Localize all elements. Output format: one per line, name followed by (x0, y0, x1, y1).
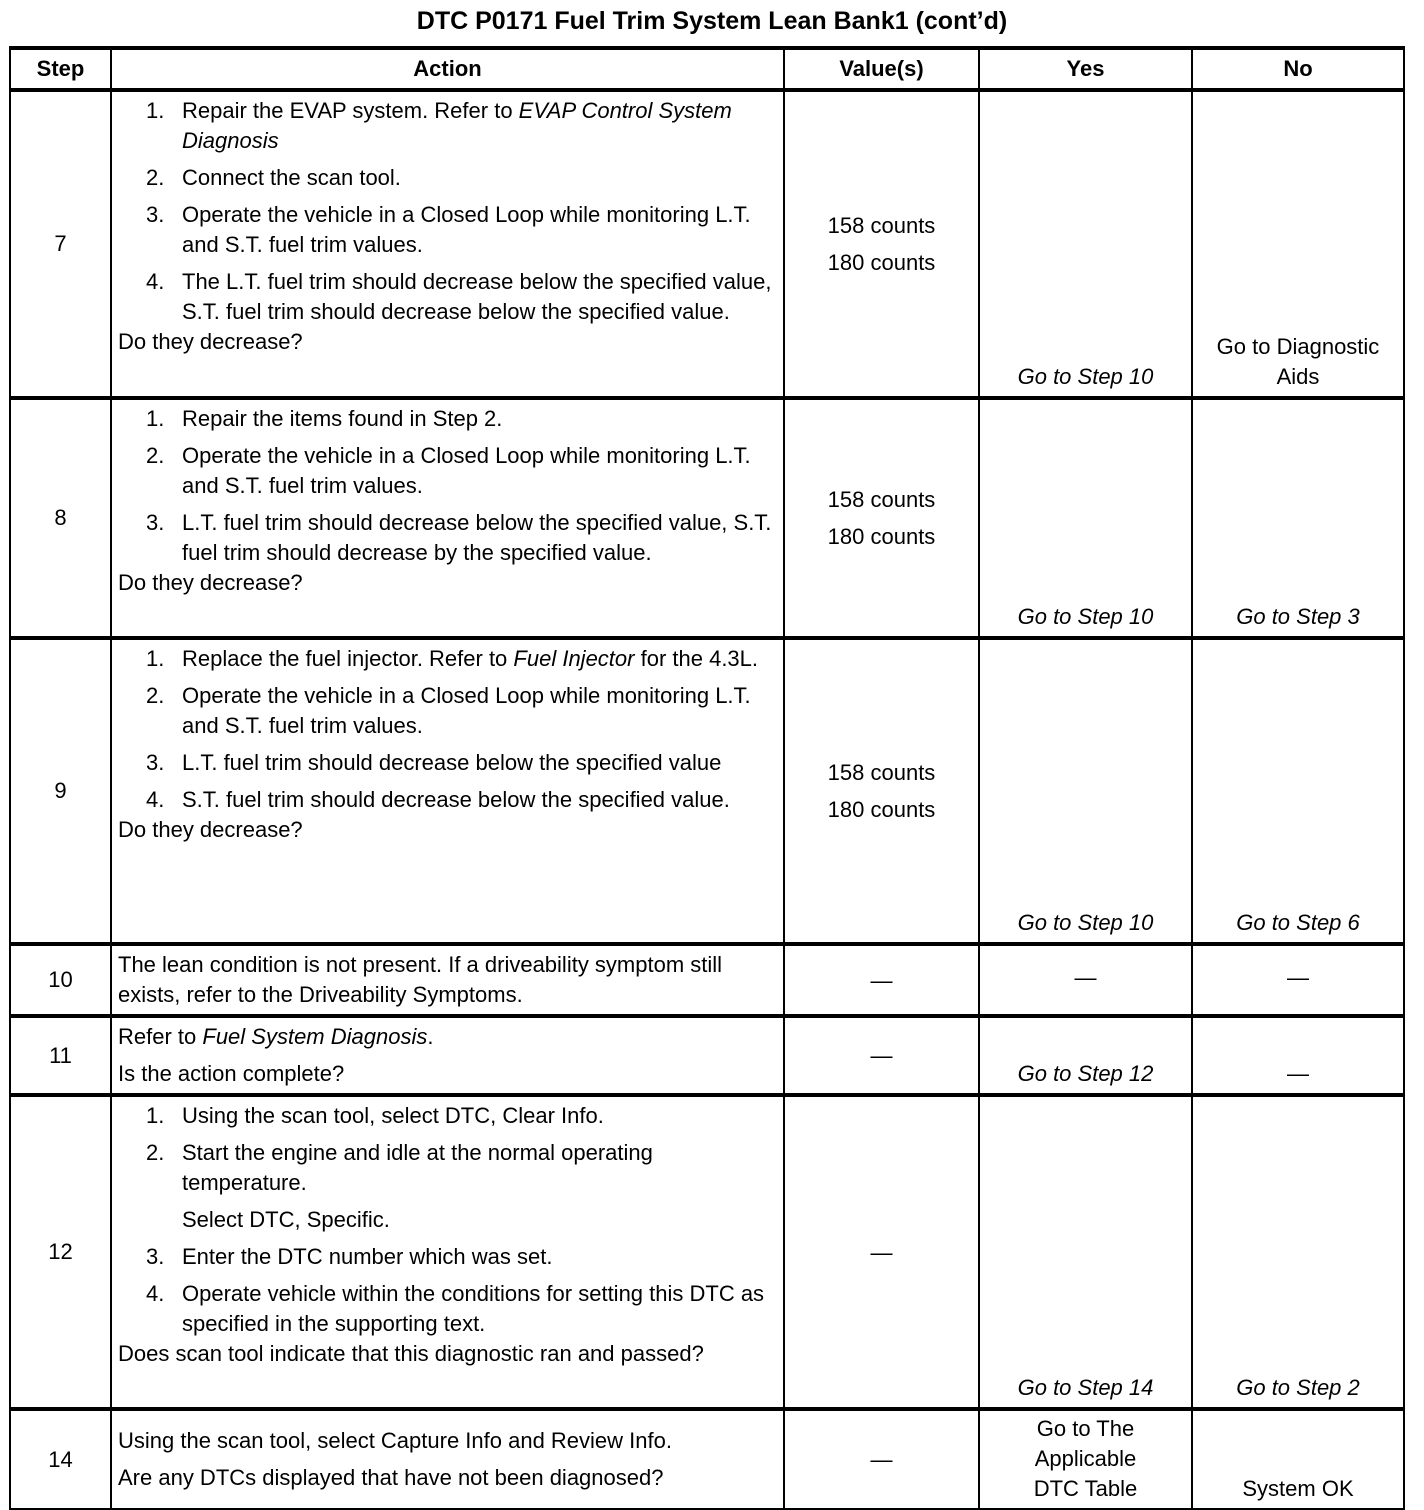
values-cell: — (784, 1409, 979, 1509)
action-cell: Using the scan tool, select Capture Info and Review Info. Are any DTCs displayed that have not been diagnosed? (111, 1409, 784, 1509)
step-number: 10 (10, 944, 111, 1016)
header-values: Value(s) (784, 48, 979, 90)
table-row-step-9 (10, 638, 1404, 944)
action-question: Does scan tool indicate that this diagnostic ran and passed? (118, 1341, 704, 1366)
yes-cell: Go to Step 14 (979, 1095, 1192, 1409)
action-question: Are any DTCs displayed that have not been diagnosed? (118, 1465, 664, 1490)
action-question: Is the action complete? (118, 1061, 345, 1086)
action-item: 2. Operate the vehicle in a Closed Loop while monitoring L.T. and S.T. fuel trim values. (146, 443, 751, 498)
action-question: Do they decrease? (118, 817, 303, 842)
values-cell: 158 counts 180 counts (784, 90, 979, 398)
table-row-step-14 (10, 1409, 1404, 1509)
step-number: 7 (10, 90, 111, 398)
action-item: 4. The L.T. fuel trim should decrease below the specified value, S.T. fuel trim should decrease below the specified value. (146, 269, 772, 324)
yes-cell: — (979, 944, 1192, 1016)
diagnostic-table (9, 46, 1405, 1510)
action-item: 2. Start the engine and idle at the normal operating temperature. (146, 1140, 653, 1195)
table-row-step-11 (10, 1016, 1404, 1095)
header-step: Step (10, 48, 111, 90)
action-item: 1. Repair the EVAP system. Refer to EVAP Control System Diagnosis (146, 98, 732, 153)
step-number: 8 (10, 398, 111, 638)
action-cell (111, 398, 784, 638)
no-cell: Go to Diagnostic Aids (1192, 90, 1404, 398)
action-cell: Refer to Fuel System Diagnosis. Is the action complete? (111, 1016, 784, 1095)
action-cell (111, 90, 784, 398)
header-action: Action (111, 48, 784, 90)
values-cell: — (784, 1095, 979, 1409)
step-number: 11 (10, 1016, 111, 1095)
yes-cell: Go to Step 10 (979, 90, 1192, 398)
header-no: No (1192, 48, 1404, 90)
action-item: 3. L.T. fuel trim should decrease below the specified value, S.T. fuel trim should decrease by the specified value. (146, 510, 772, 565)
values-cell: — (784, 944, 979, 1016)
table-row-step-7 (10, 90, 1404, 398)
action-item: 1. Repair the items found in Step 2. (146, 406, 503, 431)
no-cell: Go to Step 2 (1192, 1095, 1404, 1409)
action-cell (111, 1095, 784, 1409)
step-number: 14 (10, 1409, 111, 1509)
step-number: 12 (10, 1095, 111, 1409)
action-question: Do they decrease? (118, 570, 303, 595)
no-cell: — (1192, 944, 1404, 1016)
no-cell: — (1192, 1016, 1404, 1095)
action-item: 2. Connect the scan tool. (146, 165, 401, 190)
no-cell: Go to Step 6 (1192, 638, 1404, 944)
table-header-row (10, 48, 1404, 90)
action-item: 2. Operate the vehicle in a Closed Loop while monitoring L.T. and S.T. fuel trim values. (146, 683, 751, 738)
action-item: Select DTC, Specific. (182, 1207, 390, 1232)
action-cell: The lean condition is not present. If a driveability symptom still exists, refer to the Driveability Symptoms. (111, 944, 784, 1016)
no-cell: Go to Step 3 (1192, 398, 1404, 638)
action-item: 3. Enter the DTC number which was set. (146, 1244, 553, 1269)
yes-cell: Go to Step 10 (979, 638, 1192, 944)
action-question: Do they decrease? (118, 329, 303, 354)
values-cell: 158 counts 180 counts (784, 398, 979, 638)
table-row-step-10 (10, 944, 1404, 1016)
page-title: DTC P0171 Fuel Trim System Lean Bank1 (cont’d) (416, 7, 1008, 35)
action-item: 3. Operate the vehicle in a Closed Loop while monitoring L.T. and S.T. fuel trim values. (146, 202, 751, 257)
values-cell: — (784, 1016, 979, 1095)
action-item: 1. Replace the fuel injector. Refer to Fuel Injector for the 4.3L. (146, 646, 759, 671)
yes-cell: Go to The Applicable DTC Table (979, 1409, 1192, 1509)
no-cell: System OK (1192, 1409, 1404, 1509)
action-item: 1. Using the scan tool, select DTC, Clear Info. (146, 1103, 604, 1128)
action-item: 4. S.T. fuel trim should decrease below the specified value. (146, 787, 730, 812)
header-yes: Yes (979, 48, 1192, 90)
step-number: 9 (10, 638, 111, 944)
table-row-step-12 (10, 1095, 1404, 1409)
action-cell (111, 638, 784, 944)
action-item: 4. Operate vehicle within the conditions for setting this DTC as specified in the supporting text. (146, 1281, 765, 1336)
action-item: 3. L.T. fuel trim should decrease below the specified value (146, 750, 722, 775)
yes-cell: Go to Step 12 (979, 1016, 1192, 1095)
table-row-step-8 (10, 398, 1404, 638)
values-cell: 158 counts 180 counts (784, 638, 979, 944)
yes-cell: Go to Step 10 (979, 398, 1192, 638)
